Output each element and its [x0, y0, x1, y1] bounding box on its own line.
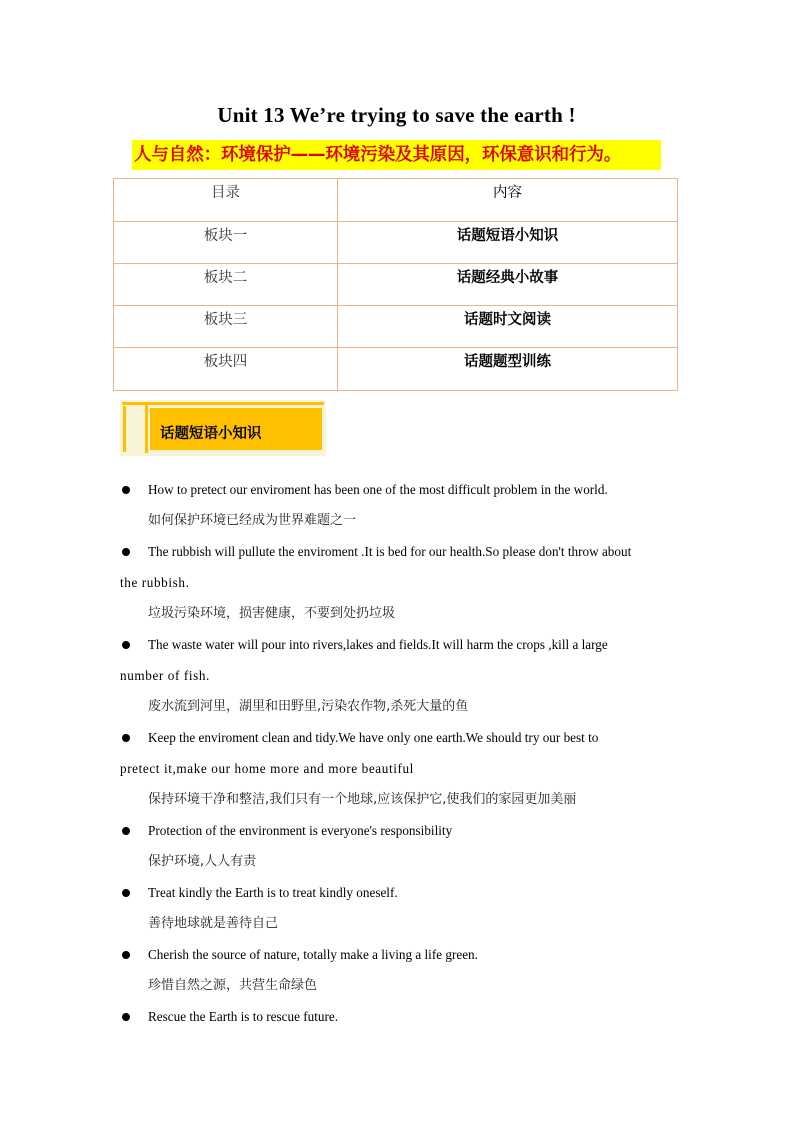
english-text: How to pretect our enviroment has been one of the most difficult problem in the world.	[148, 482, 608, 497]
table-row	[114, 348, 678, 391]
english-text: Keep the enviroment clean and tidy.We have only one earth.We should try our best to	[148, 730, 599, 745]
section-heading-box	[120, 400, 326, 456]
module-content: 话题时文阅读	[338, 306, 678, 348]
table-row	[114, 222, 678, 264]
section-heading-label: 话题短语小知识	[160, 426, 262, 442]
list-item	[0, 877, 793, 939]
english-sentence	[0, 1001, 793, 1032]
list-item	[0, 629, 793, 722]
english-sentence	[0, 815, 793, 846]
header-content: 内容	[338, 179, 678, 222]
bullet-icon	[122, 1013, 130, 1021]
bullet-icon	[122, 486, 130, 494]
decorative-stripe	[122, 402, 324, 405]
english-continuation: number of fish.	[120, 668, 210, 683]
decorative-stripe	[123, 406, 126, 452]
list-item	[0, 815, 793, 877]
english-sentence	[0, 877, 793, 908]
english-text: Rescue the Earth is to rescue future.	[148, 1009, 339, 1024]
english-continuation: pretect it,make our home more and more beautiful	[120, 761, 414, 776]
english-sentence	[0, 722, 793, 753]
module-name: 板块二	[114, 264, 338, 306]
english-text: The waste water will pour into rivers,lakes and fields.It will harm the crops ,kill a large	[148, 637, 608, 652]
module-content: 话题短语小知识	[338, 222, 678, 264]
table-header-row	[114, 179, 678, 222]
list-item	[0, 722, 793, 815]
bullet-icon	[122, 641, 130, 649]
chinese-translation: 废水流到河里，湖里和田野里,污染农作物,杀死大量的鱼	[148, 699, 469, 714]
english-sentence	[0, 939, 793, 970]
topic-subtitle: 人与自然：环境保护——环境污染及其原因，环保意识和行为。	[132, 140, 661, 170]
decorative-stripe	[145, 403, 148, 453]
bullet-icon	[122, 548, 130, 556]
module-name: 板块三	[114, 306, 338, 348]
english-text: Protection of the environment is everyone's responsibility	[148, 823, 453, 838]
module-name: 板块四	[114, 348, 338, 391]
list-item	[0, 1001, 793, 1032]
list-item	[0, 474, 793, 536]
english-text: The rubbish will pullute the enviroment .It is bed for our health.So please don't throw about	[148, 544, 632, 559]
document-title: Unit 13 We’re trying to save the earth !	[217, 103, 576, 127]
english-text: Treat kindly the Earth is to treat kindly oneself.	[148, 885, 398, 900]
table-row	[114, 264, 678, 306]
english-sentence	[0, 536, 793, 567]
chinese-translation: 保护环境,人人有责	[148, 854, 257, 869]
phrase-list	[0, 474, 793, 1032]
chinese-translation: 垃圾污染环境，损害健康，不要到处扔垃圾	[148, 606, 396, 621]
bullet-icon	[122, 827, 130, 835]
bullet-icon	[122, 951, 130, 959]
list-item	[0, 536, 793, 629]
english-continuation: the rubbish.	[120, 575, 190, 590]
chinese-translation: 善待地球就是善待自己	[148, 916, 279, 931]
contents-table	[113, 178, 678, 391]
english-sentence	[0, 629, 793, 660]
module-content: 话题经典小故事	[338, 264, 678, 306]
header-catalog: 目录	[114, 179, 338, 222]
module-name: 板块一	[114, 222, 338, 264]
chinese-translation: 保持环境干净和整洁,我们只有一个地球,应该保护它,使我们的家园更加美丽	[148, 792, 577, 807]
module-content: 话题题型训练	[338, 348, 678, 391]
chinese-translation: 珍惜自然之源，共营生命绿色	[148, 978, 318, 993]
english-sentence	[0, 474, 793, 505]
chinese-translation: 如何保护环境已经成为世界难题之一	[148, 513, 357, 528]
bullet-icon	[122, 734, 130, 742]
bullet-icon	[122, 889, 130, 897]
table-row	[114, 306, 678, 348]
list-item	[0, 939, 793, 1001]
english-text: Cherish the source of nature, totally make a living a life green.	[148, 947, 478, 962]
